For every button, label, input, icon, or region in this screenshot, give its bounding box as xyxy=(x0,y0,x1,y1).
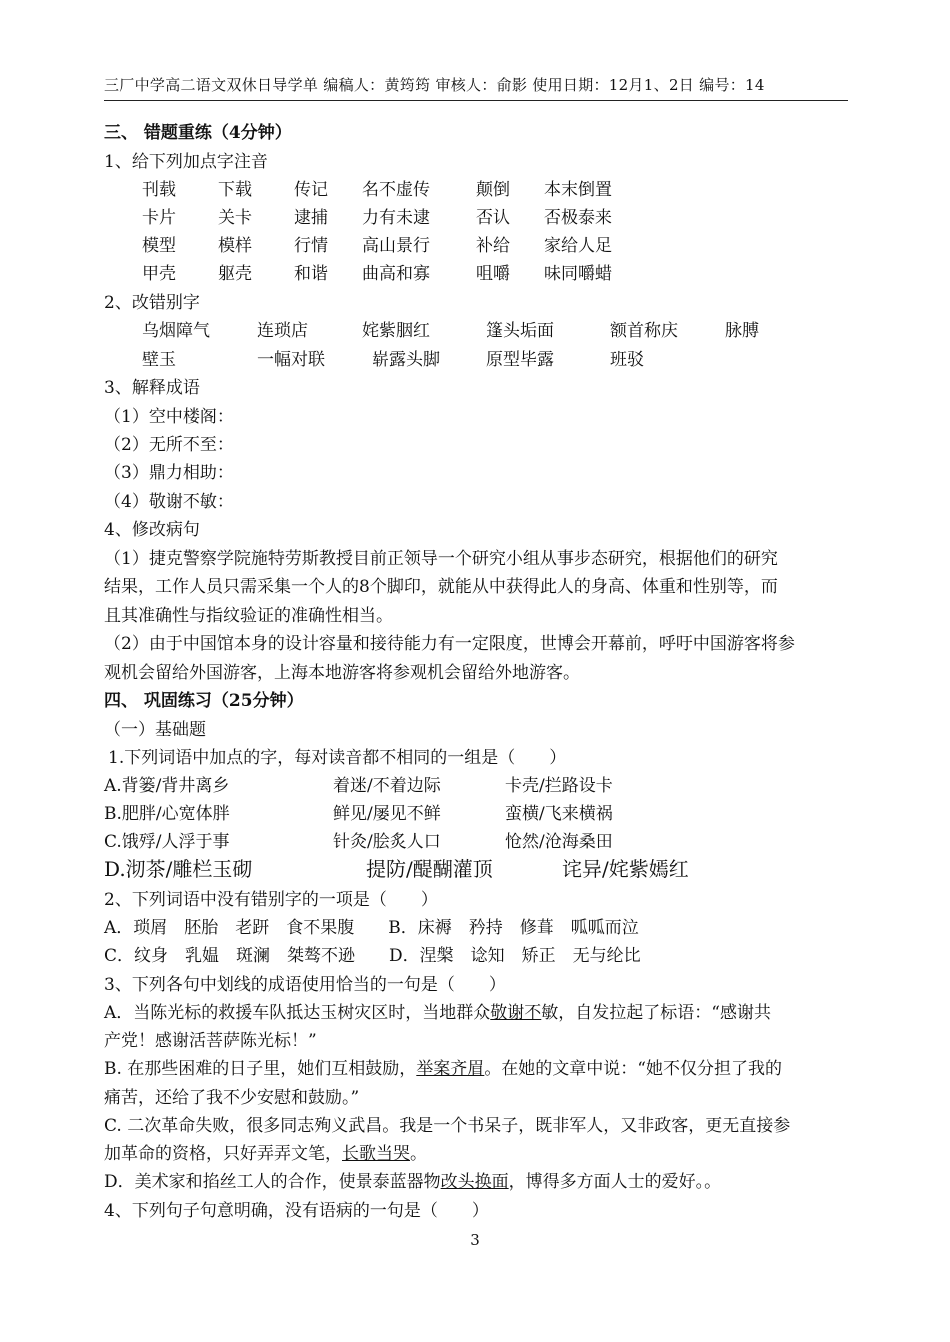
q2-word: 连琐店 xyxy=(257,321,308,341)
mc1-option-a3: 卡壳/拦路设卡 xyxy=(505,776,613,796)
q1-word: 否认 xyxy=(476,208,510,228)
section4-title: 四、 巩固练习（25分钟） xyxy=(104,691,304,711)
q4-p1-line: （1）捷克警察学院施特劳斯教授目前正领导一个研究小组从事步态研究，根据他们的研究 xyxy=(104,549,778,569)
q2-word: 脉膊 xyxy=(725,321,759,341)
mc1-option-a2: 着迷/不着边际 xyxy=(333,776,441,796)
mc1-option-b2: 鲜见/屡见不鲜 xyxy=(333,804,441,824)
q4-p1-line: 结果，工作人员只需采集一个人的8个脚印，就能从中获得此人的身高、体重和性别等，而 xyxy=(104,577,778,597)
q1-word: 模型 xyxy=(142,236,176,256)
q2-word: 乌烟障气 xyxy=(142,321,210,341)
q1-word: 高山景行 xyxy=(362,236,430,256)
section3-title: 三、 错题重练（4分钟） xyxy=(104,123,292,143)
q3-item: （3）鼎力相助： xyxy=(104,463,234,483)
q4-label: 4、修改病句 xyxy=(104,520,200,540)
q1-word: 名不虚传 xyxy=(362,180,430,200)
underlined-idiom: 改头换面 xyxy=(440,1172,509,1192)
q2-word: 篷头垢面 xyxy=(486,321,554,341)
q4-p2-line: 观机会留给外国游客，上海本地游客将参观机会留给外地游客。 xyxy=(104,663,580,683)
mc3-option-b-cont: 痛苦，还给了我不少安慰和鼓励。” xyxy=(104,1088,360,1108)
mc1-option-b3: 蛮横/飞来横祸 xyxy=(505,804,613,824)
underlined-idiom: 敬谢不 xyxy=(490,1003,542,1023)
q2-label: 2、改错别字 xyxy=(104,293,200,313)
q2-word: 壁玉 xyxy=(142,350,176,370)
mc1-option-c2: 针灸/脍炙人口 xyxy=(333,832,441,852)
q1-word: 躯壳 xyxy=(218,264,252,284)
page-number: 3 xyxy=(470,1231,480,1249)
q1-word: 补给 xyxy=(476,236,510,256)
mc3-option-d: D．美术家和掐丝工人的合作，使景泰蓝器物改头换面，博得多方面人士的爱好。。 xyxy=(104,1172,722,1192)
mc3-option-a-cont: 产党！感谢活菩萨陈光标！” xyxy=(104,1031,317,1051)
mc2-options-cd: C．纹身 乳媪 斑澜 桀骜不逊 D．涅槃 谂知 矫正 无与纶比 xyxy=(104,946,641,966)
q2-word: 额首称庆 xyxy=(610,321,678,341)
mc2-options-ab: A．琐屑 胚胎 老趼 食不果腹 B．床褥 矜持 修葺 呱呱而泣 xyxy=(104,918,639,938)
q1-word: 和谐 xyxy=(294,264,328,284)
q3-label: 3、解释成语 xyxy=(104,378,200,398)
q2-word: 班驳 xyxy=(610,350,644,370)
mc1-option-c3: 怆然/沧海桑田 xyxy=(505,832,613,852)
underlined-idiom: 举案齐眉 xyxy=(416,1059,485,1079)
q2-word: 姹紫胭红 xyxy=(362,321,430,341)
q1-word: 逮捕 xyxy=(294,208,328,228)
q3-item: （4）敬谢不敏： xyxy=(104,492,234,512)
mc1-option-a1: A.背篓/背井离乡 xyxy=(104,776,230,796)
q1-label: 1、给下列加点字注音 xyxy=(104,152,268,172)
q1-word: 本末倒置 xyxy=(544,180,612,200)
mc1-option-c1: C.饿殍/人浮于事 xyxy=(104,832,230,852)
q1-word: 模样 xyxy=(218,236,252,256)
q4-p1-line: 且其准确性与指纹验证的准确性相当。 xyxy=(104,606,393,626)
q3-item: （1）空中楼阁： xyxy=(104,407,234,427)
mc1-option-d3: 诧异/姹紫嫣红 xyxy=(562,857,689,881)
q1-word: 甲壳 xyxy=(142,264,176,284)
mc1-option-b1: B.肥胖/心宽体胖 xyxy=(104,804,230,824)
underlined-idiom: 长歌当哭 xyxy=(342,1144,410,1164)
section4-subtitle: （一）基础题 xyxy=(104,720,206,740)
q1-word: 咀嚼 xyxy=(476,264,510,284)
q1-word: 关卡 xyxy=(218,208,252,228)
q1-word: 传记 xyxy=(294,180,328,200)
mc2-stem: 2、下列词语中没有错别字的一项是（ ） xyxy=(104,890,438,910)
q2-word: 崭露头脚 xyxy=(372,350,440,370)
q1-word: 家给人足 xyxy=(544,236,612,256)
document-header: 三厂中学高二语文双休日导学单 编稿人：黄筠筠 审核人：俞影 使用日期：12月1、2日 编号：14 xyxy=(104,74,848,101)
mc1-option-d1: D.沏茶/雕栏玉砌 xyxy=(104,857,253,881)
q1-word: 否极泰来 xyxy=(544,208,612,228)
mc3-option-c-cont: 加革命的资格，只好弄弄文笔，长歌当哭。 xyxy=(104,1144,427,1164)
q1-word: 力有未逮 xyxy=(362,208,430,228)
mc3-option-a: A．当陈光标的救援车队抵达玉树灾区时，当地群众敬谢不敏，自发拉起了标语：“感谢共 xyxy=(104,1003,771,1023)
q1-word: 下载 xyxy=(218,180,252,200)
mc1-stem: 1.下列词语中加点的字，每对读音都不相同的一组是（ ） xyxy=(108,748,567,768)
q2-word: 一幅对联 xyxy=(257,350,325,370)
q1-word: 卡片 xyxy=(142,208,176,228)
q2-word: 原型毕露 xyxy=(486,350,554,370)
q1-word: 行情 xyxy=(294,236,328,256)
q1-word: 颠倒 xyxy=(476,180,510,200)
q1-word: 曲高和寡 xyxy=(362,264,430,284)
mc3-option-b: B. 在那些困难的日子里，她们互相鼓励，举案齐眉。在她的文章中说：“她不仅分担了我的 xyxy=(104,1059,783,1079)
q1-word: 味同嚼蜡 xyxy=(544,264,612,284)
mc1-option-d2: 提防/醍醐灌顶 xyxy=(366,857,493,881)
q4-p2-line: （2）由于中国馆本身的设计容量和接待能力有一定限度，世博会开幕前，呼吁中国游客将参 xyxy=(104,634,795,654)
mc4-stem: 4、下列句子句意明确，没有语病的一句是（ ） xyxy=(104,1201,489,1221)
mc3-stem: 3、下列各句中划线的成语使用恰当的一句是（ ） xyxy=(104,975,506,995)
q3-item: （2）无所不至： xyxy=(104,435,234,455)
mc3-option-c: C. 二次革命失败，很多同志殉义武昌。我是一个书呆子，既非军人，又非政客，更无直接参 xyxy=(104,1116,791,1136)
